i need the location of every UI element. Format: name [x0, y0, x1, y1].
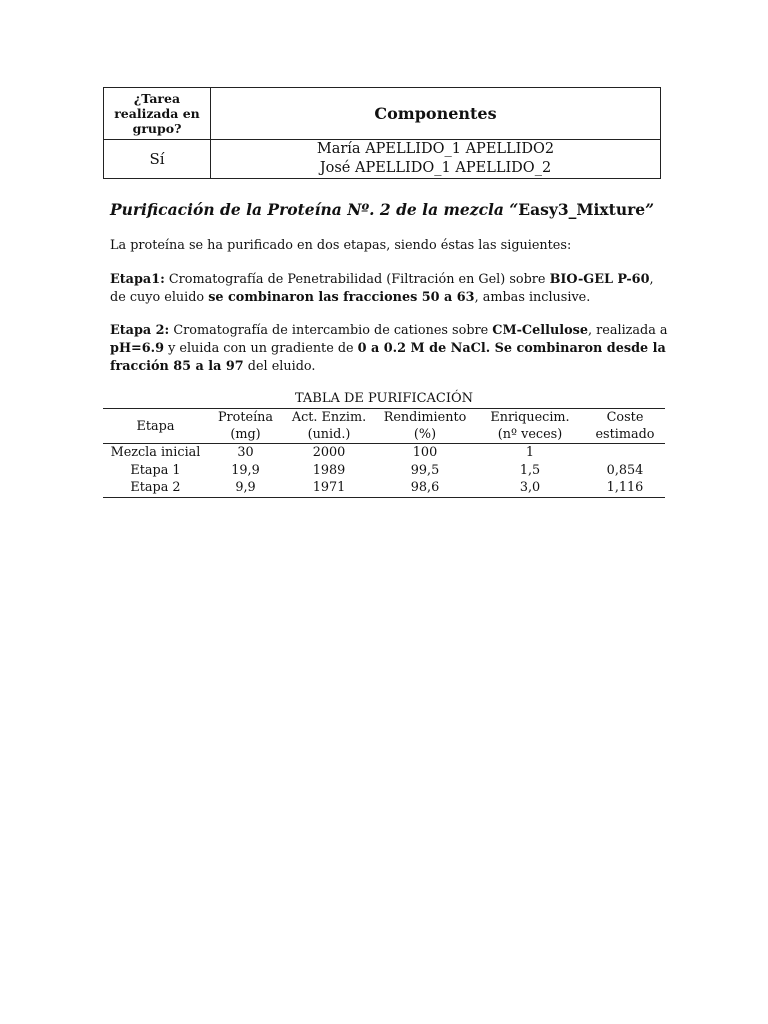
- table-row: [103, 462, 665, 480]
- stage2-combined: Se combinaron desde la fracción 85 a la 97: [110, 341, 666, 374]
- col-header-activity-l2: (unid.): [307, 427, 351, 442]
- member-2: José APELLIDO_1 APELLIDO_2: [319, 160, 552, 176]
- col-header-protein-l1: Proteína: [217, 410, 274, 425]
- col-header-stage: [103, 409, 208, 444]
- document-title: [103, 200, 661, 219]
- stage1-paragraph: [110, 271, 670, 307]
- stage1-gel: BIO-GEL P-60: [549, 272, 650, 287]
- group-info-table: [103, 87, 661, 179]
- cell-cost: 0,854: [606, 462, 644, 478]
- col-header-protein: [208, 409, 283, 444]
- group-task-answer: Sí: [104, 140, 211, 179]
- group-task-header-text: ¿Tarea realizada en grupo?: [114, 91, 200, 136]
- cell-activity: 1989: [312, 462, 346, 478]
- stage2-resin: CM-Cellulose: [492, 323, 589, 338]
- col-header-activity-l1: Act. Enzim.: [291, 410, 367, 425]
- cell-enrichment: 3,0: [475, 479, 585, 497]
- col-header-enrichment: [475, 409, 585, 444]
- stage2-ph: pH=6.9: [110, 341, 165, 356]
- purification-table-caption: TABLA DE PURIFICACIÓN: [294, 391, 474, 406]
- col-header-yield-l2: (%): [413, 427, 437, 442]
- cell-enrichment: 1: [525, 445, 535, 460]
- stage2-text-3: y eluida con un gradiente de: [164, 341, 358, 356]
- stage1-text-3: , ambas inclusive.: [474, 290, 591, 305]
- cell-yield: 99,5: [410, 462, 440, 478]
- group-members: [211, 140, 661, 179]
- col-header-cost: [585, 409, 665, 444]
- components-header: Componentes: [211, 88, 661, 140]
- cell-protein: 9,9: [208, 479, 283, 497]
- stage2-gradient: 0 a 0.2 M de NaCl: [357, 341, 486, 356]
- title-main: Purificación de la Proteína Nº. 2 de la mezcla “: [109, 200, 519, 219]
- cell-protein: 19,9: [231, 462, 260, 478]
- cell-yield: 100: [412, 445, 438, 460]
- stage2-label: Etapa 2:: [110, 323, 170, 338]
- stage1-text-1: Cromatografía de Penetrabilidad (Filtración en Gel) sobre: [164, 272, 550, 287]
- group-task-header: [104, 88, 211, 140]
- stage1-text-2: , de cuyo eluido: [110, 272, 654, 305]
- cell-activity: 1971: [283, 479, 375, 497]
- stage2-text-2: , realizada a: [588, 323, 668, 338]
- stage2-paragraph: [110, 322, 670, 376]
- cell-activity: 2000: [312, 445, 346, 460]
- cell-stage: Etapa 1: [130, 462, 181, 478]
- col-header-protein-l2: (mg): [230, 427, 261, 442]
- col-header-activity: [283, 409, 375, 444]
- stage2-text-5: del eluido.: [243, 359, 316, 374]
- cell-enrichment: 1,5: [519, 462, 541, 478]
- cell-stage: Mezcla inicial: [110, 445, 201, 460]
- cell-cost: 1,116: [585, 479, 665, 497]
- col-header-yield: [375, 409, 475, 444]
- cell-yield: 98,6: [375, 479, 475, 497]
- title-mixture: Easy3_Mixture: [518, 200, 646, 219]
- col-header-cost-l2: estimado: [595, 427, 655, 442]
- stage2-text-1: Cromatografía de intercambio de cationes sobre: [169, 323, 493, 338]
- col-header-enrichment-l1: Enriquecim.: [490, 410, 570, 425]
- col-header-enrichment-l2: (nº veces): [497, 427, 563, 442]
- stage2-text-4: .: [485, 341, 495, 356]
- stage1-fractions: se combinaron las fracciones 50 a 63: [208, 290, 475, 305]
- col-header-stage-text: Etapa: [136, 418, 175, 434]
- col-header-cost-l1: Coste: [606, 410, 644, 425]
- purification-table: [103, 408, 665, 498]
- table-row: [103, 479, 665, 497]
- intro-paragraph: La proteína se ha purificado en dos etapas, siendo éstas las siguientes:: [110, 238, 572, 253]
- purification-header-row: [103, 409, 665, 444]
- cell-protein: 30: [237, 445, 254, 460]
- cell-stage: Etapa 2: [103, 479, 208, 497]
- table-row: [103, 444, 665, 462]
- cell-cost: [585, 444, 665, 462]
- member-1: María APELLIDO_1 APELLIDO2: [316, 141, 555, 157]
- col-header-yield-l1: Rendimiento: [383, 410, 467, 425]
- stage1-label: Etapa1:: [110, 272, 165, 287]
- title-close: ”: [645, 200, 655, 219]
